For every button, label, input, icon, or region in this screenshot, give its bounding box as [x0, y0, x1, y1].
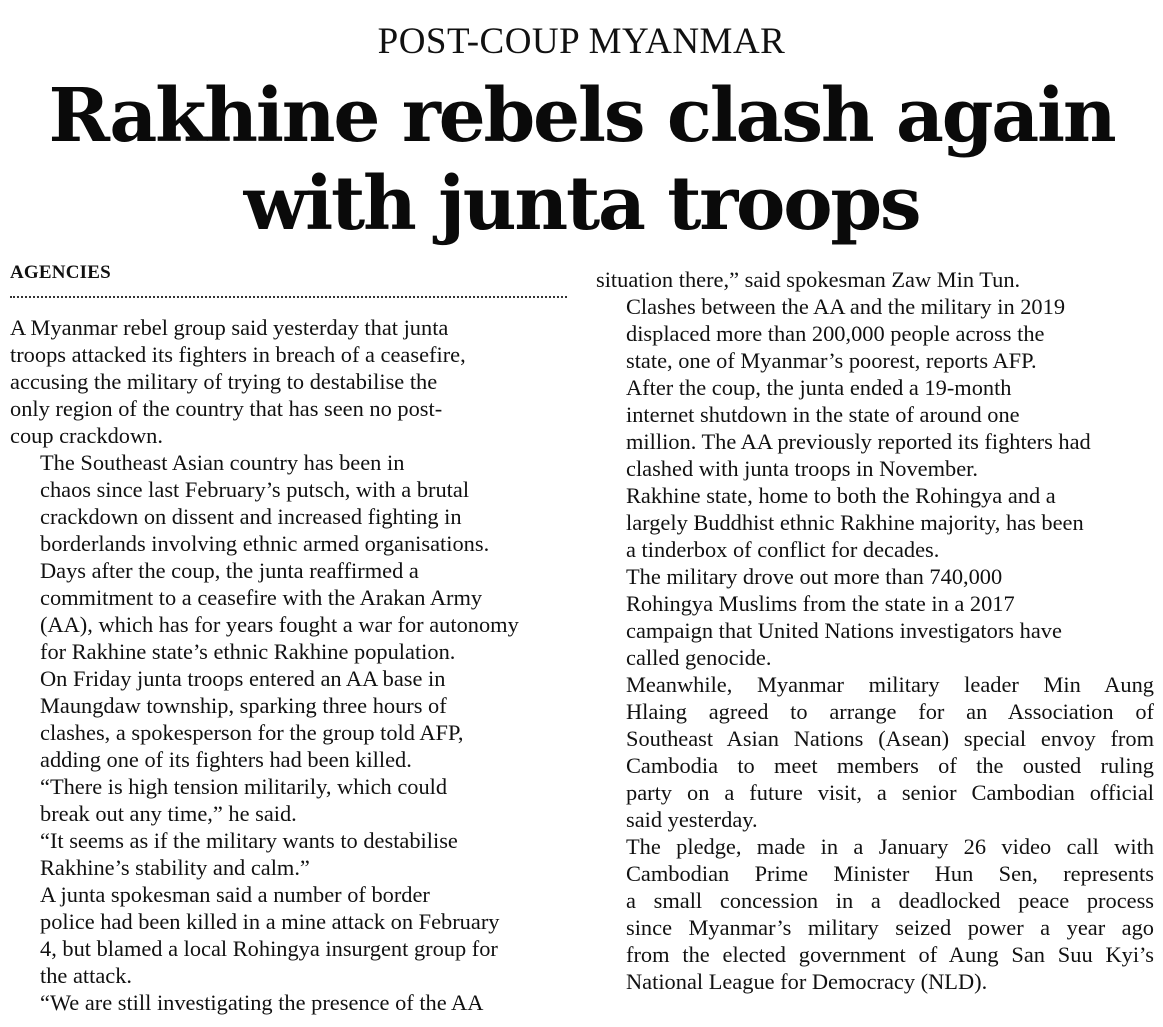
text-line: displaced more than 200,000 people across the	[626, 321, 1045, 346]
body-paragraph	[596, 833, 1154, 995]
text-line: Meanwhile, Myanmar military leader Min Aung	[626, 672, 1154, 697]
text-line: adding one of its fighters had been killed.	[40, 747, 412, 772]
text-line: Rohingya Muslims from the state in a 2017	[626, 591, 1015, 616]
body-paragraph	[10, 827, 567, 881]
text-line: coup crackdown.	[10, 423, 163, 448]
text-line: commitment to a ceasefire with the Arakan Army	[40, 585, 483, 610]
headline-line-1: Rakhine rebels clash again	[48, 73, 1115, 159]
body-paragraph	[10, 314, 567, 449]
text-line: Cambodian Prime Minister Hun Sen, represents	[626, 861, 1154, 886]
text-line: A Myanmar rebel group said yesterday that junta	[10, 315, 449, 340]
left-column	[10, 314, 567, 1016]
body-paragraph	[10, 989, 567, 1016]
byline-divider	[10, 296, 567, 298]
text-line: 4, but blamed a local Rohingya insurgent group for	[40, 936, 498, 961]
text-line: The Southeast Asian country has been in	[40, 450, 405, 475]
text-line: The pledge, made in a January 26 video call with	[626, 834, 1154, 859]
body-paragraph	[10, 449, 567, 557]
text-line: troops attacked its fighters in breach of a ceasefire,	[10, 342, 466, 367]
text-line: internet shutdown in the state of around one	[626, 402, 1020, 427]
text-line: accusing the military of trying to destabilise the	[10, 369, 438, 394]
text-line: police had been killed in a mine attack on February	[40, 909, 500, 934]
body-paragraph	[10, 665, 567, 773]
text-line: only region of the country that has seen no post-	[10, 396, 443, 421]
text-line: Rakhine state, home to both the Rohingya and a	[626, 483, 1056, 508]
text-line: “There is high tension militarily, which could	[40, 774, 448, 799]
text-line: A junta spokesman said a number of border	[40, 882, 430, 907]
text-line: On Friday junta troops entered an AA base in	[40, 666, 446, 691]
right-column	[596, 266, 1154, 995]
text-line: Days after the coup, the junta reaffirmed a	[40, 558, 419, 583]
text-line: borderlands involving ethnic armed organisations.	[40, 531, 490, 556]
text-line: The military drove out more than 740,000	[626, 564, 1003, 589]
headline-line-2: with junta troops	[243, 161, 920, 247]
body-paragraph	[10, 773, 567, 827]
text-line: National League for Democracy (NLD).	[626, 969, 988, 994]
body-paragraph	[596, 266, 1154, 293]
body-paragraph	[10, 557, 567, 665]
text-line: since Myanmar’s military seized power a year ago	[626, 915, 1154, 940]
text-line: million. The AA previously reported its fighters had	[626, 429, 1091, 454]
text-line: said yesterday.	[626, 807, 758, 832]
text-line: the attack.	[40, 963, 133, 988]
text-line: for Rakhine state’s ethnic Rakhine population.	[40, 639, 456, 664]
text-line: called genocide.	[626, 645, 772, 670]
body-paragraph	[596, 293, 1154, 374]
text-line: Cambodia to meet members of the ousted ruling	[626, 753, 1154, 778]
body-paragraph	[596, 563, 1154, 671]
text-line: chaos since last February’s putsch, with a brutal	[40, 477, 470, 502]
text-line: Clashes between the AA and the military in 2019	[626, 294, 1066, 319]
text-line: clashes, a spokesperson for the group told AFP,	[40, 720, 464, 745]
text-line: Maungdaw township, sparking three hours of	[40, 693, 447, 718]
headline	[0, 72, 1163, 248]
text-line: After the coup, the junta ended a 19-month	[626, 375, 1012, 400]
text-line: Southeast Asian Nations (Asean) special envoy from	[626, 726, 1154, 751]
body-paragraph	[10, 881, 567, 989]
text-line: clashed with junta troops in November.	[626, 456, 978, 481]
body-paragraph	[596, 482, 1154, 563]
text-line: “It seems as if the military wants to destabilise	[40, 828, 458, 853]
text-line: state, one of Myanmar’s poorest, reports AFP.	[626, 348, 1037, 373]
text-line: Hlaing agreed to arrange for an Association of	[626, 699, 1154, 724]
text-line: crackdown on dissent and increased fighting in	[40, 504, 462, 529]
byline: AGENCIES	[10, 262, 111, 283]
text-line: a small concession in a deadlocked peace process	[626, 888, 1154, 913]
body-paragraph	[596, 374, 1154, 482]
body-paragraph	[596, 671, 1154, 833]
text-line: largely Buddhist ethnic Rakhine majority, has been	[626, 510, 1084, 535]
text-line: from the elected government of Aung San Suu Kyi’s	[626, 942, 1154, 967]
text-line: Rakhine’s stability and calm.”	[40, 855, 310, 880]
text-line: “We are still investigating the presence of the AA	[40, 990, 484, 1015]
text-line: a tinderbox of conflict for decades.	[626, 537, 940, 562]
kicker: POST-COUP MYANMAR	[377, 21, 786, 62]
text-line: campaign that United Nations investigators have	[626, 618, 1062, 643]
text-line: situation there,” said spokesman Zaw Min Tun.	[596, 267, 1021, 292]
text-line: party on a future visit, a senior Cambodian official	[626, 780, 1154, 805]
text-line: (AA), which has for years fought a war for autonomy	[40, 612, 519, 637]
text-line: break out any time,” he said.	[40, 801, 297, 826]
